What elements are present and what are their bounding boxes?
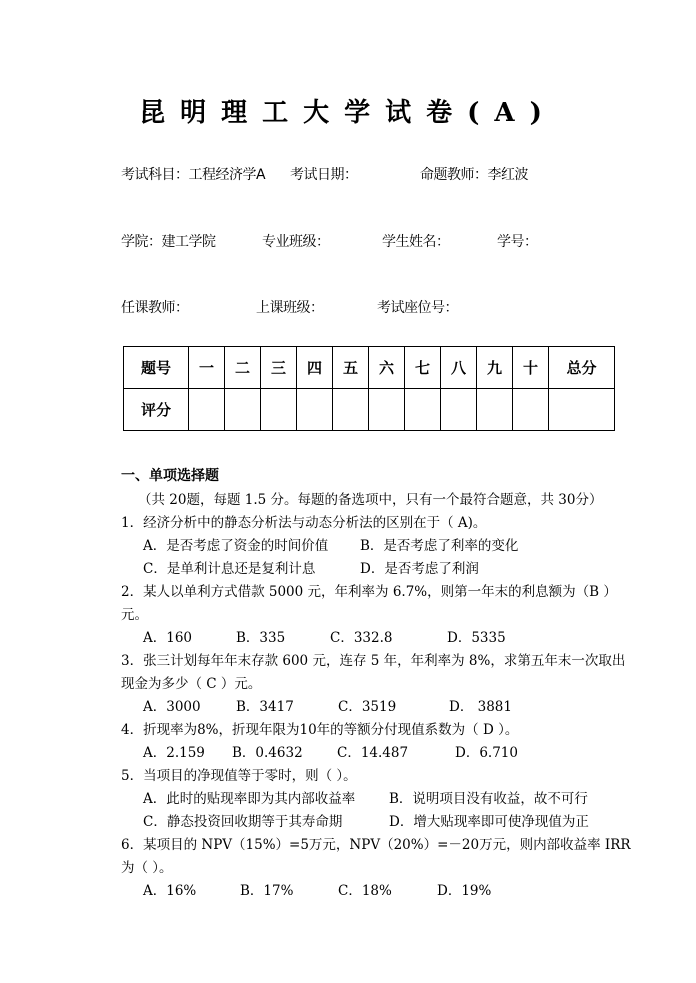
seat-number: 考试座位号： (377, 300, 458, 316)
question-3: 3．张三计划每年年末存款 600 元，连存 5 年，年利率为 8%，求第五年末一次取出 (121, 653, 626, 669)
student-id: 学号： (497, 234, 538, 250)
score-header-cell: 八 (441, 347, 477, 389)
question-2-option-c: C．332.8 (330, 630, 393, 646)
question-4-option-a: A．2.159 (143, 745, 205, 761)
major-class: 专业班级： (262, 234, 330, 250)
score-cell (441, 389, 477, 431)
exam-subject: 考试科目：工程经济学A (121, 167, 266, 183)
question-3-continued: 现金为多少（ C ）元。 (121, 676, 262, 692)
question-3-option-a: A．3000 (143, 699, 201, 715)
score-header-cell: 七 (405, 347, 441, 389)
question-4-option-b: B．0.4632 (232, 745, 303, 761)
exam-title: 昆明理工大学试卷(A) (139, 98, 557, 128)
section-note: （共 20题，每题 1.5 分。每题的备选项中，只有一个最符合题意，共 30分） (138, 492, 603, 508)
question-2: 2．某人以单利方式借款 5000 元，年利率为 6.7%，则第一年末的利息额为（B ） (121, 584, 617, 600)
question-2-option-b: B．335 (236, 630, 286, 646)
score-table (123, 346, 615, 431)
score-cell (549, 389, 615, 431)
score-cell (261, 389, 297, 431)
question-3-option-d: D． 3881 (449, 699, 512, 715)
student-name: 学生姓名： (382, 234, 450, 250)
question-4: 4．折现率为8%，折现年限为10年的等额分付现值系数为（ D ）。 (121, 722, 519, 738)
score-header-cell: 三 (261, 347, 297, 389)
college: 学院：建工学院 (121, 234, 216, 250)
score-header-cell: 总分 (549, 347, 615, 389)
question-5-option-d: D．增大贴现率即可使净现值为正 (389, 814, 589, 830)
score-header-cell: 一 (189, 347, 225, 389)
question-6-option-b: B．17% (240, 883, 294, 899)
exam-date: 考试日期： (290, 167, 358, 183)
score-header-cell: 二 (225, 347, 261, 389)
setter-teacher: 命题教师：李红波 (420, 167, 528, 183)
question-5-option-c: C．静态投资回收期等于其寿命期 (143, 814, 343, 830)
score-cell (513, 389, 549, 431)
question-3-option-c: C．3519 (338, 699, 397, 715)
question-1-option-c: C．是单利计息还是复利计息 (143, 561, 316, 577)
question-2-continued: 元。 (121, 607, 148, 623)
score-header-cell: 六 (369, 347, 405, 389)
question-5-option-b: B．说明项目没有收益，故不可行 (389, 791, 588, 807)
score-header-cell: 五 (333, 347, 369, 389)
score-cell (297, 389, 333, 431)
question-1: 1．经济分析中的静态分析法与动态分析法的区别在于（ A)。 (121, 515, 487, 531)
score-header-cell: 十 (513, 347, 549, 389)
question-2-option-d: D．5335 (447, 630, 506, 646)
question-1-option-a: A．是否考虑了资金的时间价值 (143, 538, 329, 554)
question-4-option-c: C．14.487 (337, 745, 409, 761)
course-teacher: 任课教师： (121, 300, 189, 316)
question-3-option-b: B．3417 (236, 699, 294, 715)
score-cell (189, 389, 225, 431)
question-6: 6．某项目的 NPV（15%）=5万元，NPV（20%）=－20万元，则内部收益率 IRR (121, 837, 631, 853)
question-6-continued: 为（ ）。 (121, 860, 173, 876)
score-header-cell: 九 (477, 347, 513, 389)
score-table-header-row (124, 347, 615, 389)
course-class: 上课班级： (256, 300, 324, 316)
score-header-cell: 四 (297, 347, 333, 389)
question-6-option-a: A．16% (143, 883, 197, 899)
question-6-option-c: C．18% (338, 883, 392, 899)
score-cell (477, 389, 513, 431)
question-5-option-a: A．此时的贴现率即为其内部收益率 (143, 791, 356, 807)
score-cell (225, 389, 261, 431)
score-header-cell: 题号 (124, 347, 189, 389)
score-table-score-row (124, 389, 615, 431)
question-6-option-d: D．19% (437, 883, 492, 899)
score-cell (333, 389, 369, 431)
question-5: 5．当项目的净现值等于零时，则（ ）。 (121, 768, 357, 784)
question-1-option-b: B．是否考虑了利率的变化 (360, 538, 519, 554)
score-cell (405, 389, 441, 431)
question-1-option-d: D．是否考虑了利润 (360, 561, 479, 577)
question-2-option-a: A．160 (143, 630, 193, 646)
score-row-label: 评分 (124, 389, 189, 431)
question-4-option-d: D．6.710 (455, 745, 518, 761)
score-cell (369, 389, 405, 431)
section-heading: 一、单项选择题 (121, 468, 219, 484)
